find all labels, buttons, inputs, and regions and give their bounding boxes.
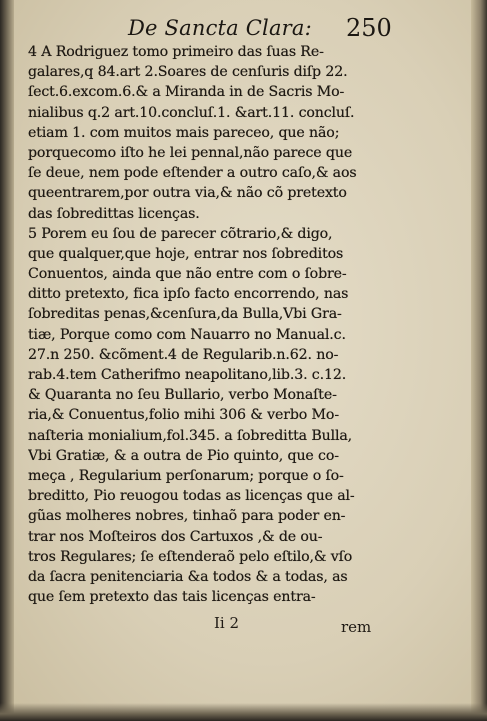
page-number: 250 [346,14,392,42]
text-line: 4 A Rodriguez tomo primeiro das ſuas Re- [28,44,324,60]
text-line: gũas molheres nobres, tinhaõ para poder en- [28,508,346,525]
catchword: rem [341,618,372,636]
text-line: tiæ, Porque como com Nauarro no Manual.c. [28,326,346,343]
text-line: ſobreditas penas,&cenſura,da Bulla,Vbi Gra- [28,306,342,323]
text-line: que ſem pretexto das tais licenças entra- [28,589,316,606]
text-line: ditto pretexto, fica ipſo facto encorrendo, nas [28,286,349,303]
text-line: das ſobredittas licenças. [28,205,200,222]
running-title: De Sancta Clara: [128,16,312,40]
text-line: & Quaranta no ſeu Bullario, verbo Monaſte- [28,387,337,404]
text-line: breditto, Pio reuogou todas as licenças que al- [28,488,355,505]
signature-mark: Ii 2 [214,614,240,632]
body-text [28,42,458,607]
text-line: galares,q 84.art 2.Soares de cenſuris diſp 22. [28,64,348,81]
text-line: ſect.6.excom.6.& a Miranda in de Sacris Mo- [28,84,345,101]
text-line: 27.n 250. &cõment.4 de Regularib.n.62. no- [28,346,339,363]
text-line: Conuentos, ainda que não entre com o ſobre- [28,266,347,283]
page-bottom-edge [0,703,487,721]
page-footer [0,612,487,640]
text-line: que qualquer,que hoje, entrar nos ſobreditos [28,245,344,262]
text-line: 5 Porem eu ſou de parecer cõtrario,& digo, [28,225,333,242]
text-line: queentrarem,por outra via,& não cõ pretexto [28,185,347,202]
text-line: meça , Regularium perſonarum; porque o ſo- [28,467,344,484]
text-line: da ſacra penitenciaria &a todos & a todas, as [28,568,348,585]
text-line: ria,& Conuentus,folio mihi 306 & verbo Mo- [28,407,339,424]
text-line: naſteria monialium,fol.345. a ſobreditta Bulla, [28,427,353,444]
text-line: tros Regulares; ſe eſtenderaõ pelo eſtilo,& vſo [28,548,353,565]
text-line: trar nos Moſteiros dos Cartuxos ,& de ou- [28,528,323,545]
text-line: etiam 1. com muitos mais pareceo, que não; [28,124,340,141]
text-line: Vbi Gratiæ, & a outra de Pio quinto, que co- [28,447,339,464]
text-line: nialibus q.2 art.10.concluſ.1. &art.11. concluſ. [28,104,355,121]
text-line: porquecomo iſto he lei pennal,não parece que [28,144,353,161]
text-line: rab.4.tem Catherifmo neapolitano,lib.3. c.12. [28,367,347,383]
text-line: ſe deue, nem pode eſtender a outro caſo,& aos [28,165,357,182]
page-header [128,14,428,44]
